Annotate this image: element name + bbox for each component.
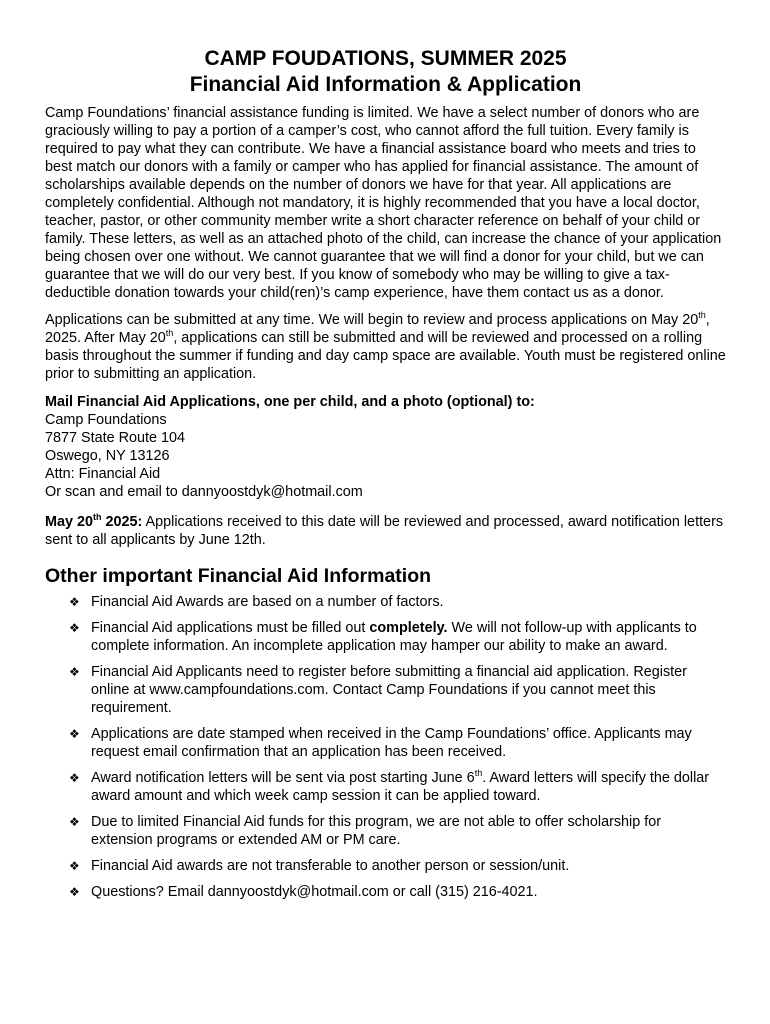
info-bullet-list bbox=[45, 593, 726, 901]
bullet-text-pre: Financial Aid applications must be filled out bbox=[91, 620, 370, 636]
list-item bbox=[69, 619, 726, 655]
bullet-text: Applications are date stamped when received in the Camp Foundations’ office. Applicants may request email confirmation that an application has been received. bbox=[91, 726, 692, 760]
diamond-bullet-icon: ❖ bbox=[69, 621, 80, 635]
diamond-bullet-icon: ❖ bbox=[69, 665, 80, 679]
section-heading-other-info: Other important Financial Aid Information bbox=[45, 565, 432, 587]
diamond-bullet-icon: ❖ bbox=[69, 771, 80, 785]
deadline-label-sup: th bbox=[93, 512, 102, 522]
bullet-text-pre: Award notification letters will be sent via post starting June 6 bbox=[91, 770, 475, 786]
schedule-text-1: Applications can be submitted at any time. We will begin to review and process applications on May 20 bbox=[45, 312, 699, 328]
list-item bbox=[69, 883, 726, 901]
schedule-paragraph bbox=[45, 311, 726, 383]
list-item bbox=[69, 813, 726, 849]
schedule-text-3: , applications can still be submitted and will be reviewed and processed on a rolling basis throughout the summer if funding and day camp space are available. Youth must be registered online prior to submitting an application. bbox=[45, 330, 726, 382]
bullet-text: Financial Aid awards are not transferable to another person or session/unit. bbox=[91, 858, 570, 874]
bullet-text: Questions? Email dannyoostdyk@hotmail.com or call (315) 216-4021. bbox=[91, 884, 538, 900]
mail-attn: Attn: Financial Aid bbox=[45, 466, 161, 482]
diamond-bullet-icon: ❖ bbox=[69, 727, 80, 741]
deadline-label bbox=[45, 514, 142, 530]
mailing-address-block bbox=[45, 393, 726, 501]
diamond-bullet-icon: ❖ bbox=[69, 859, 80, 873]
bullet-text-sup: th bbox=[474, 768, 483, 778]
intro-paragraph: Camp Foundations’ financial assistance funding is limited. We have a select number of donors who are graciously willing to pay a portion of a camper’s cost, who cannot afford the full tuition. Every family is required to pay what they can contribute. We have a financial assistance board who meets and tries to best match our donors with a family or camper who has applied for financial assistance. The amount of scholarships available depends on the number of donors we have for that year. All applications are completely confidential. Although not mandatory, it is highly recommended that you have a local doctor, teacher, pastor, or other community member write a short character reference on behalf of your child or family. These letters, as well as an attached photo of the child, can increase the chance of your application being chosen over one without. We cannot guarantee that we will find a donor for your child, but we can guarantee that we will do our very best. If you know of somebody who may be willing to give a tax-deductible donation towards your child(ren)’s camp experience, have them contact us as a donor. bbox=[45, 105, 722, 301]
deadline-label-post: 2025: bbox=[101, 514, 143, 530]
diamond-bullet-icon: ❖ bbox=[69, 815, 80, 829]
page-title: CAMP FOUDATIONS, SUMMER 2025 bbox=[204, 47, 567, 70]
deadline-label-pre: May 20 bbox=[45, 514, 93, 530]
mail-city: Oswego, NY 13126 bbox=[45, 448, 170, 464]
mail-org: Camp Foundations bbox=[45, 412, 167, 428]
list-item bbox=[69, 725, 726, 761]
schedule-sup-1: th bbox=[698, 310, 706, 320]
mail-email-line: Or scan and email to dannyoostdyk@hotmail.com bbox=[45, 484, 363, 500]
list-item bbox=[69, 663, 726, 717]
list-item bbox=[69, 857, 726, 875]
bullet-text: Financial Aid Applicants need to register before submitting a financial aid application. Register online at www.campfoundations.com. Contact Camp Foundations if you cannot meet this requirement. bbox=[91, 664, 687, 716]
diamond-bullet-icon: ❖ bbox=[69, 885, 80, 899]
deadline-paragraph bbox=[45, 513, 726, 549]
schedule-sup-2: th bbox=[165, 328, 174, 338]
list-item bbox=[69, 593, 726, 611]
list-item bbox=[69, 769, 726, 805]
schedule-text-2: , 2025. After May 20 bbox=[45, 312, 710, 346]
bullet-text-post: We will not follow-up with applicants to complete information. An incomplete application may hamper our ability to make an award. bbox=[91, 620, 697, 654]
bullet-text-bold: completely. bbox=[369, 620, 448, 636]
bullet-text: Due to limited Financial Aid funds for this program, we are not able to offer scholarship for extension programs or extended AM or PM care. bbox=[91, 814, 662, 848]
bullet-text-post: . Award letters will specify the dollar award amount and which week camp session it can be applied toward. bbox=[91, 770, 710, 804]
diamond-bullet-icon: ❖ bbox=[69, 595, 80, 609]
mail-street: 7877 State Route 104 bbox=[45, 430, 186, 446]
page-subtitle: Financial Aid Information & Application bbox=[189, 73, 582, 96]
bullet-text: Financial Aid Awards are based on a number of factors. bbox=[91, 594, 444, 610]
deadline-text: Applications received to this date will be reviewed and processed, award notification letters sent to all applicants by June 12th. bbox=[45, 514, 724, 548]
mail-heading: Mail Financial Aid Applications, one per child, and a photo (optional) to: bbox=[45, 394, 535, 410]
